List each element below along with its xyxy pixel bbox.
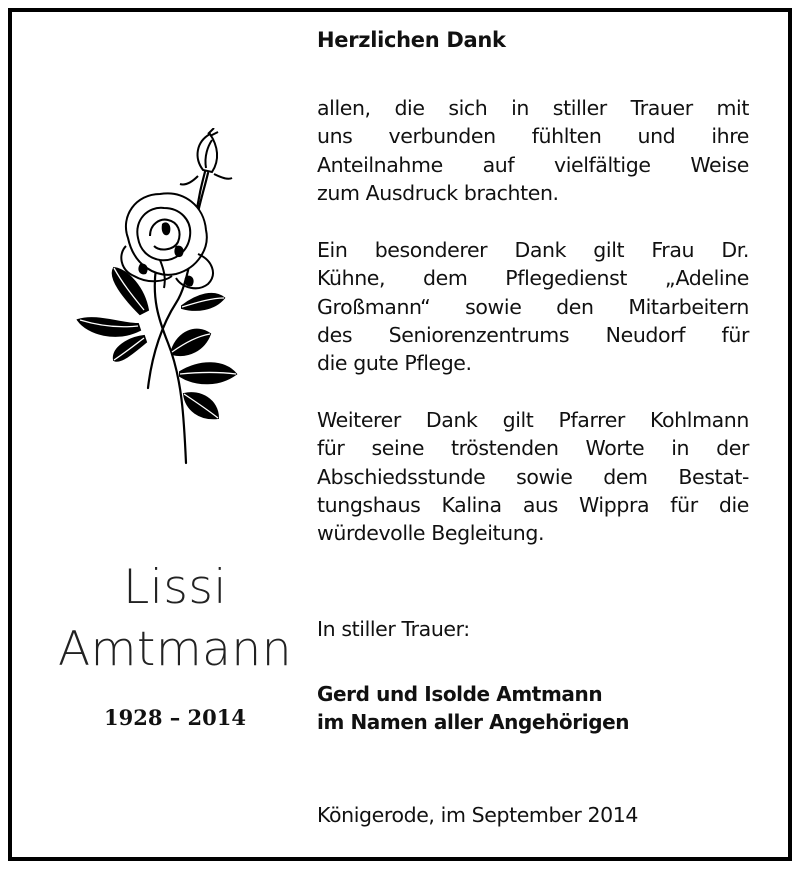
signers-block: [317, 680, 629, 736]
text-line: die gute Pflege.: [317, 351, 472, 376]
paragraph-special-thanks: [317, 236, 749, 377]
place-date: Königerode, im September 2014: [317, 803, 639, 827]
text-line: Ein besonderer Dank gilt Frau Dr.: [317, 238, 749, 262]
text-line: zum Ausdruck brachten.: [317, 180, 559, 205]
text-line: Anteilnahme auf vielfältige Weise: [317, 152, 749, 177]
paragraph-thanks-all: [317, 94, 749, 207]
text-line: würdevolle Begleitung.: [317, 521, 545, 546]
text-line: Kühne, dem Pflegedienst „Adeline: [317, 266, 749, 291]
text-line: uns verbunden fühlten und ihre: [317, 124, 749, 149]
deceased-last-name: Amtmann: [57, 622, 293, 677]
signer-relatives: im Namen aller Angehörigen: [317, 710, 630, 734]
mourning-intro: In stiller Trauer:: [317, 617, 470, 641]
text-line: tungshaus Kalina aus Wippra für die: [317, 492, 749, 517]
signer-names: Gerd und Isolde Amtmann: [317, 682, 603, 706]
heading-thanks: Herzlichen Dank: [317, 28, 506, 52]
text-line: des Seniorenzentrums Neudorf für: [317, 322, 749, 347]
paragraph-further-thanks: [317, 406, 749, 547]
text-line: Weiterer Dank gilt Pfarrer Kohlmann: [317, 408, 749, 432]
life-dates: 1928 – 2014: [103, 705, 247, 730]
text-line: für seine tröstenden Worte in der: [317, 436, 749, 461]
text-line: allen, die sich in stiller Trauer mit: [317, 96, 749, 120]
text-line: Abschiedsstunde sowie dem Bestat-: [317, 464, 749, 489]
deceased-first-name: Lissi: [123, 560, 227, 615]
text-line: Großmann“ sowie den Mitarbeitern: [317, 294, 749, 319]
rose-icon: [68, 128, 238, 468]
